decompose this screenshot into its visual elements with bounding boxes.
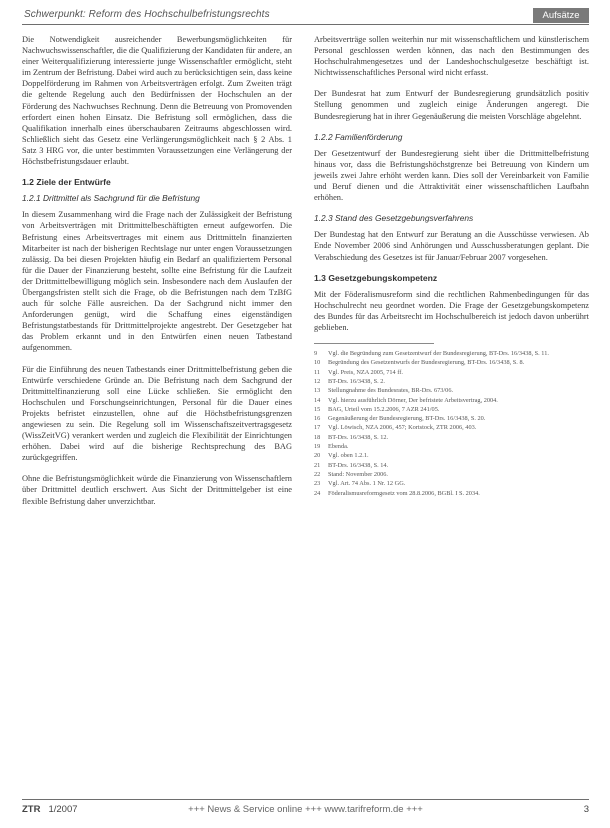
footnote-number: 12 bbox=[314, 377, 321, 385]
journal-name: ZTR bbox=[22, 804, 41, 815]
section-heading: 1.3 Gesetzgebungskompetenz bbox=[314, 272, 438, 283]
footnote bbox=[314, 350, 589, 358]
footnote-number: 20 bbox=[314, 452, 321, 460]
footnote-number: 23 bbox=[314, 480, 321, 488]
footnote-number: 18 bbox=[314, 433, 321, 441]
footnote bbox=[314, 415, 589, 423]
footnote-divider bbox=[314, 343, 434, 344]
footnote-text: Vgl. Preis, NZA 2005, 714 ff. bbox=[328, 368, 403, 376]
footnote bbox=[314, 424, 589, 432]
footnote-number: 16 bbox=[314, 415, 321, 423]
footnote-text: Stand: November 2006. bbox=[328, 470, 388, 478]
footnote-number: 15 bbox=[314, 405, 321, 413]
paragraph: Die Notwendigkeit ausreichender Bewerbungsmöglichkeiten für Nachwuchswissenschaftler, die die Qualifizierung der Kandidaten für andere, an einer Weiterqualifizierung interessierte junge Wissenschaftler ermöglicht, steht im Zentrum der Befristung. Dabei wird auch zu berücksichtigen sein, dass keine Doppelförderung im Rahmen von Arbeitsverträgen erfolgt. Zum Zweiten trägt die geltende Regelung auch den Bedürfnissen der Hochschulen an der Förderung des Nachwuchses Rechnung. Denn die Betreuung von Promovenden erfordert einen hohen Einsatz. Die Befristung soll ermöglichen, dass die Qualifikation innerhalb eines überschaubaren Zeitraums abgeschlossen wird. Schließlich sieht das Gesetz eine Verlängerungsmöglichkeit nach § 2 Abs. 1 Satz 3 HRG vor, die unter bestimmten Voraussetzungen eine Verlängerung der Höchstbefristungsdauer erlaubt. bbox=[22, 35, 292, 167]
footnote bbox=[314, 406, 589, 414]
paragraph: In diesem Zusammenhang wird die Frage nach der Zulässigkeit der Befristung von Arbeitsverträgen mit Drittmittelbeschäftigten erneut aufgeworfen. Die Befristung eines Arbeitsvertrages mit einem aus Drittmitteln finanzierten Mitarbeiter ist nach der bisherigen Rechtslage nur unter engen Voraussetzungen zulässig. Da bei diesen Projekten häufig ein Bedarf an qualifiziertem Personal für die Dauer der Finanzierung besteht, sollte eine Befristung für die Laufzeit der Drittmittelbewilligung möglich sein. Insbesondere nach dem Auslaufen der Übergangsfristen stellt sich die Frage, ob die Befristungen nach dem TzBfG auch für solche Fälle ausreichen. Da der Sachgrund nicht immer den Anforderungen genügt, wird die Schaffung eines eigenständigen Befristungstatbestands für Drittmittelprojekte angestrebt. Der Gesetzgeber hat das Problem erkannt und in den Entwürfen einen neuen Tatbestand aufgenommen. bbox=[22, 210, 292, 353]
footnote bbox=[314, 369, 589, 377]
footnote bbox=[314, 452, 589, 460]
footnote-number: 13 bbox=[314, 387, 321, 395]
paragraph: Ohne die Befristungsmöglichkeit würde die Finanzierung von Wissenschaftlern über Drittmittel deutlich erschwert. Aus Sicht der Drittmittelgeber ist eine flexible Befristung daher unverzichtbar. bbox=[22, 474, 292, 506]
footnote bbox=[314, 387, 589, 395]
paragraph: Der Bundestag hat den Entwurf zur Beratung an die Ausschüsse verwiesen. Ab Ende November 2006 sind Anhörungen und Ausschussberatungen geplant. Die Verabschiedung des Gesetzes ist für Januar/Februar 2007 vorgesehen. bbox=[314, 230, 589, 262]
footnote-text: Ebenda. bbox=[328, 443, 349, 451]
footnote-text: Vgl. Art. 74 Abs. 1 Nr. 12 GG. bbox=[328, 480, 406, 488]
left-column bbox=[22, 34, 292, 517]
footnote-number: 22 bbox=[314, 470, 321, 478]
footnote-text: BT-Drs. 16/3438, S. 14. bbox=[328, 461, 389, 469]
subsection-heading: 1.2.3 Stand des Gesetzgebungsverfahrens bbox=[314, 213, 474, 224]
page-number: 3 bbox=[583, 804, 589, 815]
footer-website-link[interactable]: +++ News & Service online +++ www.tarifreform.de +++ bbox=[188, 804, 423, 815]
paragraph: Für die Einführung des neuen Tatbestands einer Drittmittelbefristung geben die Entwürfe verschiedene Gründe an. Die Befristung nach dem Sachgrund der Drittmittelfinanzierung soll eine Lücke schließen. Sie ermöglicht den Hochschulen und Forschungseinrichtungen, Personal für die Dauer eines Projekts befristet einzustellen, ohne auf die Höchstbefristungsgrenzen angewiesen zu sein. Die Regelung soll im Wissenschaftszeitvertragsgesetz (WissZeitVG) verankert werden und zugleich die Flexibilität der Einrichtungen erhöhen. Dabei wird auf die bisherige Rechtsprechung des BAG zurückgegriffen. bbox=[22, 364, 292, 463]
footnote-text: Vgl. oben 1.2.1. bbox=[328, 452, 369, 460]
footnotes bbox=[314, 350, 589, 498]
footnote bbox=[314, 397, 589, 405]
footnote bbox=[314, 462, 589, 470]
footnote-text: BT-Drs. 16/3438, S. 2. bbox=[328, 377, 385, 385]
right-column bbox=[314, 34, 589, 499]
footnote-text: Vgl. hierzu ausführlich Dörner, Der befristete Arbeitsvertrag, 2004. bbox=[328, 396, 498, 404]
footnote-number: 21 bbox=[314, 461, 321, 469]
footnote-text: Vgl. die Begründung zum Gesetzentwurf der Bundesregierung, BT-Drs. 16/3438, S. 11. bbox=[328, 350, 549, 358]
footnote-text: Föderalismusreformgesetz vom 28.8.2006, BGBl. I S. 2034. bbox=[328, 489, 480, 497]
footnote-text: Stellungnahme des Bundesrates, BR-Drs. 673/06. bbox=[328, 387, 454, 395]
footnote-number: 11 bbox=[314, 368, 321, 376]
header-title: Schwerpunkt: Reform des Hochschulbefristungsrechts bbox=[24, 9, 270, 20]
subsection-heading: 1.2.2 Familienförderung bbox=[314, 131, 403, 142]
footnote-text: Vgl. Löwisch, NZA 2006, 457; Kortstock, ZTR 2006, 403. bbox=[328, 424, 477, 432]
paragraph: Der Gesetzentwurf der Bundesregierung sieht über die Drittmittelbefristung hinaus vor, dass die Befristungshöchstgrenze bei Betreuung von Kindern um jeweils zwei Jahre erhöht werden kann. Dies soll der Vereinbarkeit von Familie und Beruf dienen und die Attraktivität einer wissenschaftlichen Laufbahn erhöhen. bbox=[314, 148, 589, 203]
footnote-number: 24 bbox=[314, 489, 321, 497]
subsection-heading: 1.2.1 Drittmittel als Sachgrund für die Befristung bbox=[22, 193, 200, 204]
issue-number: 1/2007 bbox=[48, 804, 78, 815]
footnote-text: BAG, Urteil vom 15.2.2006, 7 AZR 241/05. bbox=[328, 405, 440, 413]
section-badge: Aufsätze bbox=[533, 8, 589, 23]
footnote bbox=[314, 443, 589, 451]
footnote-number: 10 bbox=[314, 359, 321, 367]
footnote-number: 19 bbox=[314, 443, 321, 451]
running-header bbox=[22, 8, 589, 25]
footnote bbox=[314, 359, 589, 367]
paragraph: Mit der Föderalismusreform sind die rechtlichen Rahmenbedingungen für das Hochschulrecht neu geordnet worden. Die Frage der Gesetzgebungskompetenz des Bundes für das Arbeitsrecht im Hochschulbereich ist jedoch davon unberührt geblieben. bbox=[314, 289, 589, 332]
footnote-text: Begründung des Gesetzentwurfs der Bundesregierung, BT-Drs. 16/3438, S. 8. bbox=[328, 359, 525, 367]
footnote-text: BT-Drs. 16/3438, S. 12. bbox=[328, 433, 389, 441]
footnote-text: Gegenäußerung der Bundesregierung, BT-Drs. 16/3438, S. 20. bbox=[328, 415, 486, 423]
paragraph: Arbeitsverträge sollen weiterhin nur mit wissenschaftlichem und künstlerischem Personal geschlossen werden können, das nach den Bestimmungen des Hochschulrahmengesetzes und der Landeshochschulgesetze beschäftigt ist. Nichtwissenschaftliches Personal wird nicht erfasst. bbox=[314, 35, 589, 78]
footnote bbox=[314, 434, 589, 442]
section-heading: 1.2 Ziele der Entwürfe bbox=[22, 177, 111, 188]
page-footer bbox=[22, 799, 589, 818]
footnote-number: 17 bbox=[314, 424, 321, 432]
paragraph: Der Bundesrat hat zum Entwurf der Bundesregierung grundsätzlich positiv Stellung genommen und zugleich einige Änderungen angeregt. Die Bundesregierung hat in ihrer Gegenäußerung die meisten Vorschläge abgelehnt. bbox=[314, 89, 589, 121]
footnote bbox=[314, 471, 589, 479]
footnote bbox=[314, 378, 589, 386]
footnote bbox=[314, 480, 589, 488]
footnote bbox=[314, 490, 589, 498]
footnote-number: 14 bbox=[314, 396, 321, 404]
footnote-number: 9 bbox=[314, 350, 318, 358]
